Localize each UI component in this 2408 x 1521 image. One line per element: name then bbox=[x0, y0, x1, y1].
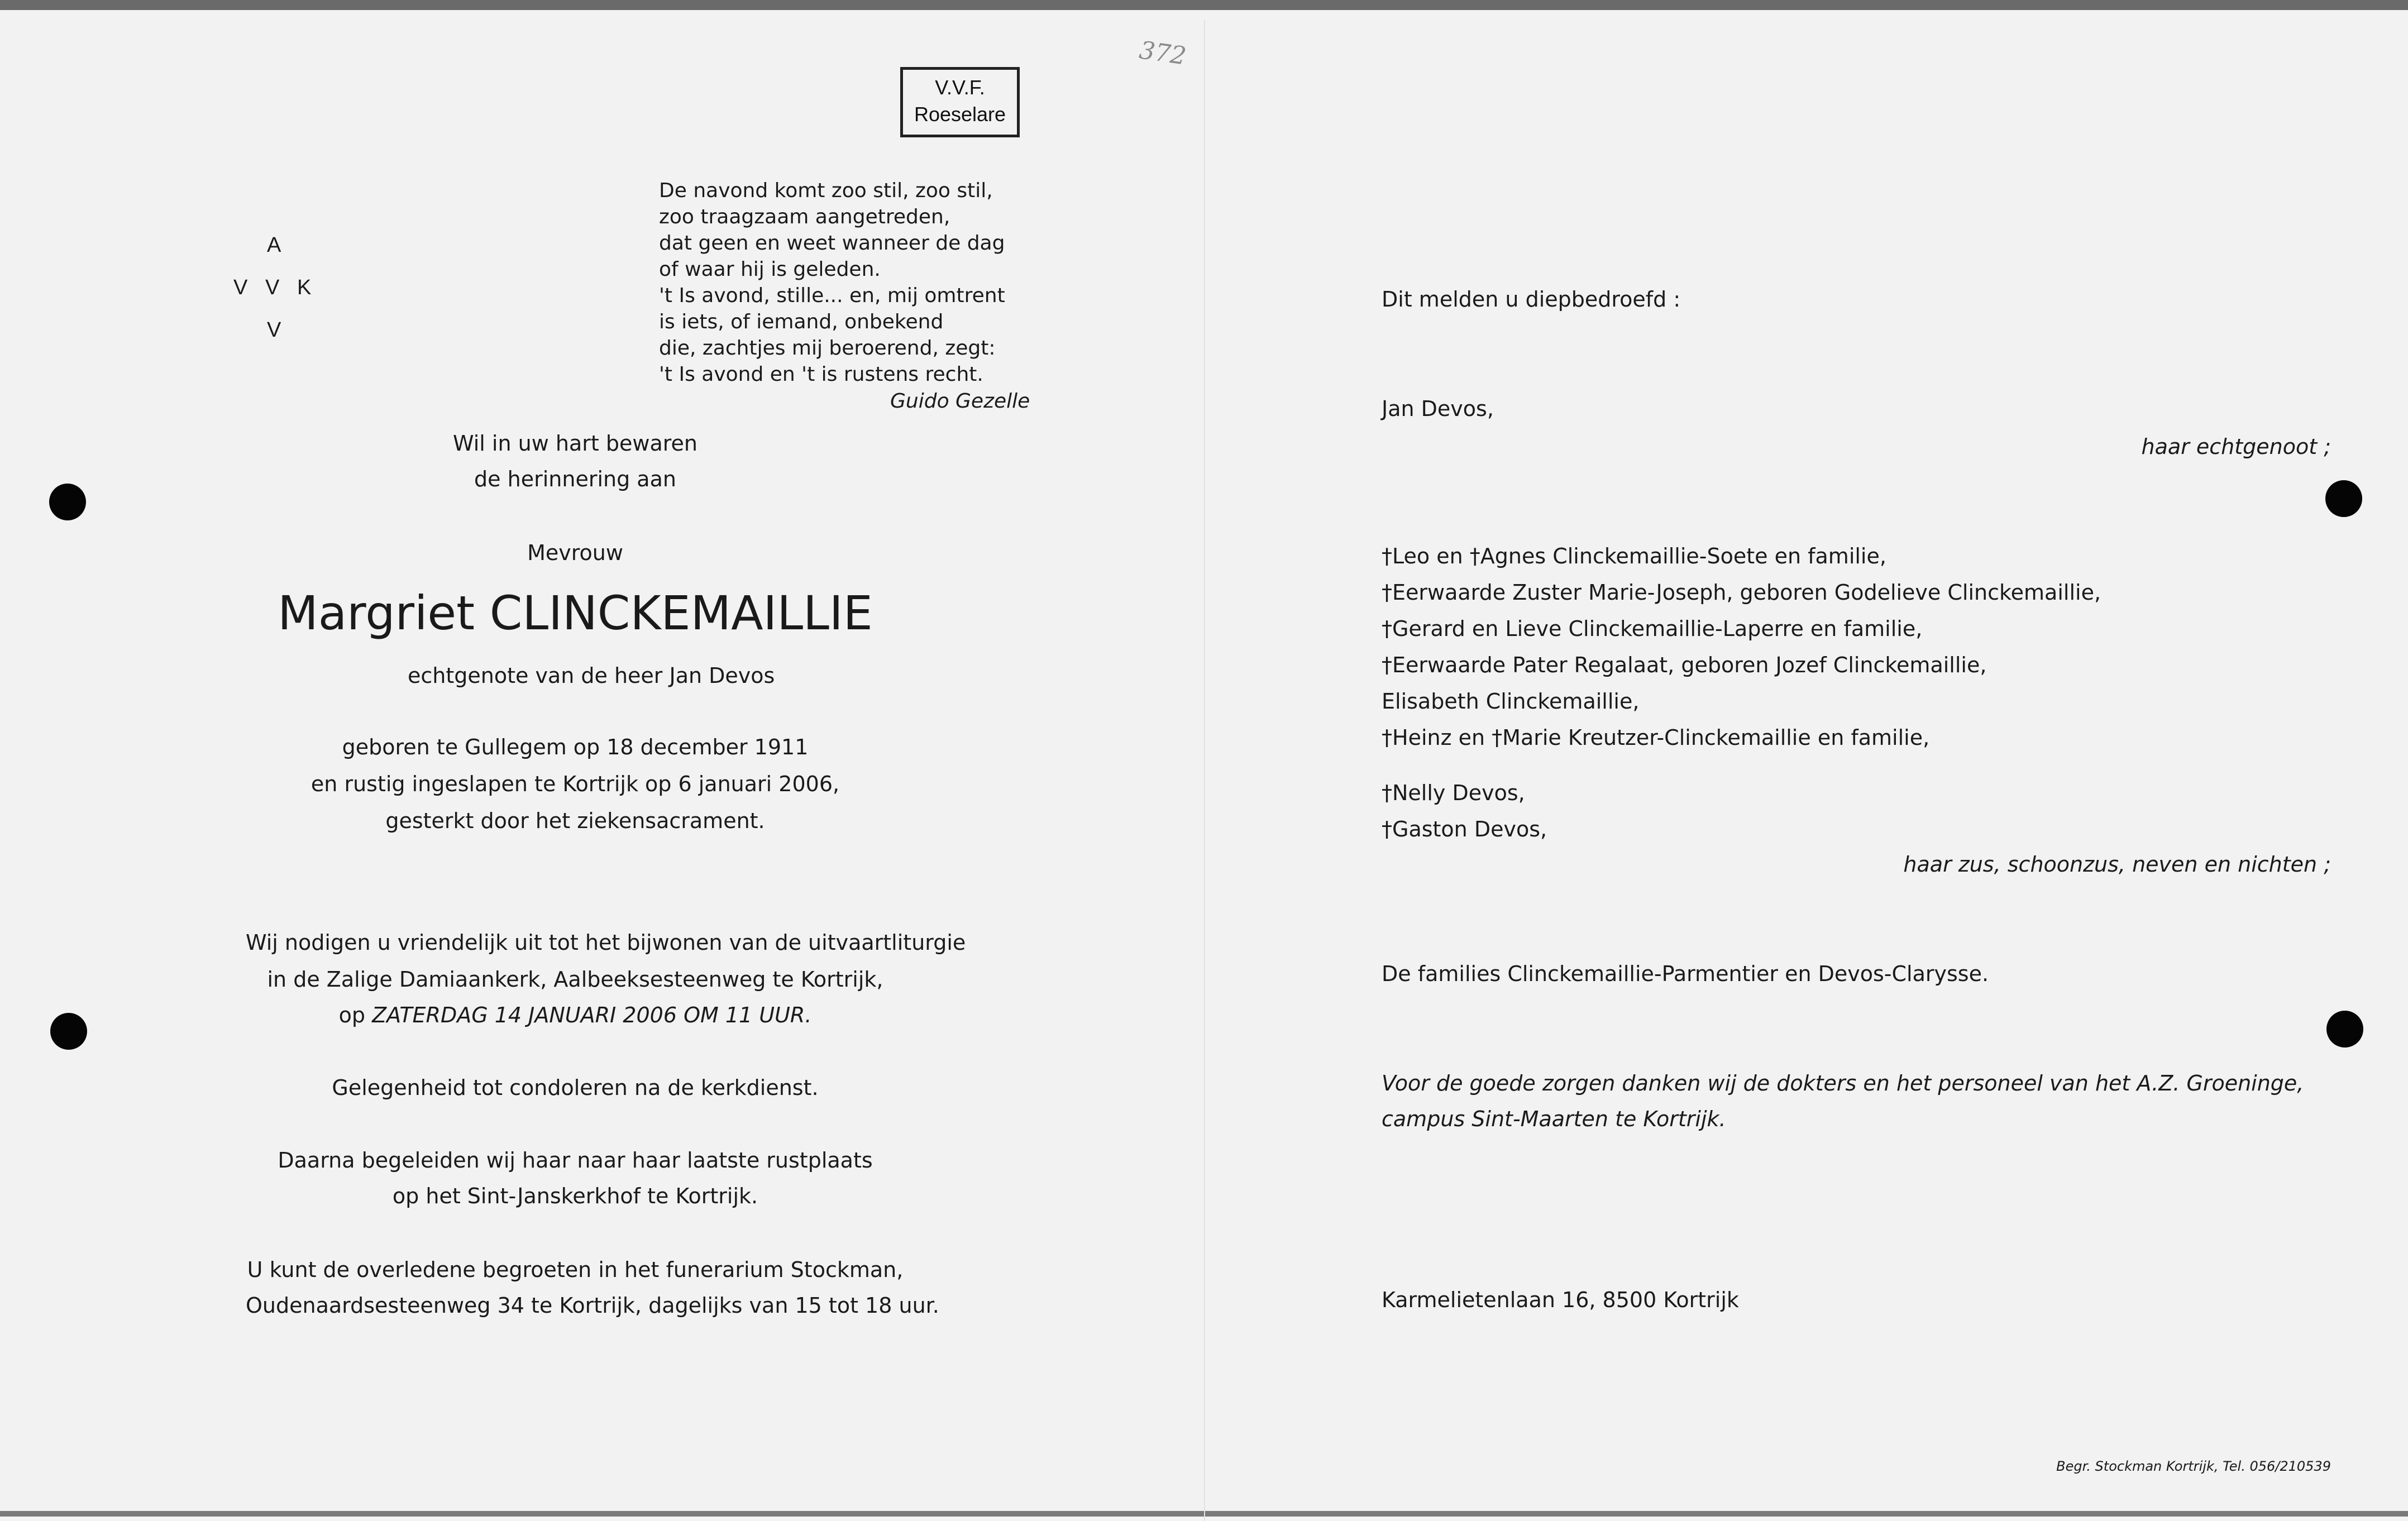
poem-author: Guido Gezelle bbox=[890, 390, 1030, 413]
title: Mevrouw bbox=[527, 541, 623, 565]
address-line: Karmelietenlaan 16, 8500 Kortrijk bbox=[1382, 1288, 1739, 1312]
invite-line-3 bbox=[246, 1002, 905, 1029]
invite-line-2: in de Zalige Damiaankerk, Aalbeeksesteenweg te Kortrijk, bbox=[267, 967, 883, 992]
family-member: †Eerwaarde Pater Regalaat, geboren Jozef Clinckemaillie, bbox=[1382, 653, 1987, 677]
poem-line: dat geen en weet wanneer de dag bbox=[659, 232, 1005, 255]
deceased-name: Margriet CLINCKEMAILLIE bbox=[278, 586, 873, 640]
thanks-line-2: campus Sint-Maarten te Kortrijk. bbox=[1382, 1107, 1726, 1131]
burial-line-1: Daarna begeleiden wij haar naar haar laatste rustplaats bbox=[278, 1148, 873, 1173]
punch-hole-right-top bbox=[2325, 480, 2362, 517]
visit-line-2: Oudenaardsesteenweg 34 te Kortrijk, dagelijks van 15 tot 18 uur. bbox=[246, 1293, 939, 1318]
spouse-line: echtgenote van de heer Jan Devos bbox=[408, 663, 775, 688]
burial-line-2: op het Sint-Janskerkhof te Kortrijk. bbox=[392, 1184, 758, 1208]
family-member: †Gaston Devos, bbox=[1382, 817, 1547, 841]
punch-hole-left-top bbox=[49, 484, 86, 520]
invite-prefix: op bbox=[338, 1003, 365, 1027]
punch-hole-left-bottom bbox=[50, 1013, 87, 1050]
poem-line: zoo traagzaam aangetreden, bbox=[659, 205, 950, 228]
condolence-line: Gelegenheid tot condoleren na de kerkdienst. bbox=[332, 1075, 819, 1100]
stamp-line-1: V.V.F. bbox=[935, 76, 985, 99]
died-line: en rustig ingeslapen te Kortrijk op 6 januari 2006, bbox=[310, 772, 840, 796]
fold-line bbox=[1204, 20, 1205, 1521]
poem bbox=[659, 178, 1005, 388]
poem-line: 't Is avond en 't is rustens recht. bbox=[659, 363, 983, 386]
family-list-2 bbox=[1382, 775, 1547, 848]
family-member: Elisabeth Clinckemaillie, bbox=[1382, 689, 1640, 714]
avvk-bottom: V bbox=[267, 318, 281, 342]
family-member: †Heinz en †Marie Kreutzer-Clinckemaillie en familie, bbox=[1382, 725, 1930, 750]
stamp-line-2: Roeselare bbox=[914, 103, 1006, 126]
families-line: De families Clinckemaillie-Parmentier en Devos-Clarysse. bbox=[1382, 962, 1989, 986]
family-member: †Eerwaarde Zuster Marie-Joseph, geboren Godelieve Clinckemaillie, bbox=[1382, 580, 2101, 605]
poem-line: is iets, of iemand, onbekend bbox=[659, 310, 944, 333]
poem-line: die, zachtjes mij beroerend, zegt: bbox=[659, 337, 996, 360]
poem-line: of waar hij is geleden. bbox=[659, 258, 881, 281]
intro-line-2: de herinnering aan bbox=[474, 467, 676, 491]
family-list-1 bbox=[1382, 538, 2101, 756]
family-member: †Gerard en Lieve Clinckemaillie-Laperre en familie, bbox=[1382, 616, 1923, 641]
husband-role: haar echtgenoot ; bbox=[2141, 434, 2331, 459]
avvk-middle: V V K bbox=[233, 276, 312, 299]
vvf-stamp bbox=[900, 67, 1020, 137]
funeral-home-footer: Begr. Stockman Kortrijk, Tel. 056/210539 bbox=[2056, 1458, 2331, 1474]
poem-line: 't Is avond, stille... en, mij omtrent bbox=[659, 284, 1005, 307]
born-line: geboren te Gullegem op 18 december 1911 bbox=[342, 735, 809, 759]
archive-number: 372 bbox=[1137, 36, 1188, 71]
family-member: †Leo en †Agnes Clinckemaillie-Soete en familie, bbox=[1382, 544, 1886, 568]
thanks-line-1: Voor de goede zorgen danken wij de dokters en het personeel van het A.Z. Groeninge, bbox=[1382, 1071, 2304, 1096]
poem-line: De navond komt zoo stil, zoo stil, bbox=[659, 179, 993, 202]
sacrament-line: gesterkt door het ziekensacrament. bbox=[385, 809, 765, 833]
funeral-date: ZATERDAG 14 JANUARI 2006 OM 11 UUR. bbox=[372, 1003, 812, 1027]
intro-line-1: Wil in uw hart bewaren bbox=[453, 431, 697, 456]
husband-name: Jan Devos, bbox=[1382, 396, 1494, 421]
avvk-top: A bbox=[267, 233, 281, 257]
invite-line-1: Wij nodigen u vriendelijk uit tot het bijwonen van de uitvaartliturgie bbox=[246, 930, 966, 955]
visit-line-1: U kunt de overledene begroeten in het funerarium Stockman, bbox=[247, 1257, 904, 1282]
announce-line: Dit melden u diepbedroefd : bbox=[1382, 287, 1681, 312]
punch-hole-right-bottom bbox=[2326, 1011, 2363, 1048]
family-role: haar zus, schoonzus, neven en nichten ; bbox=[1903, 852, 2331, 877]
family-member: †Nelly Devos, bbox=[1382, 781, 1525, 805]
